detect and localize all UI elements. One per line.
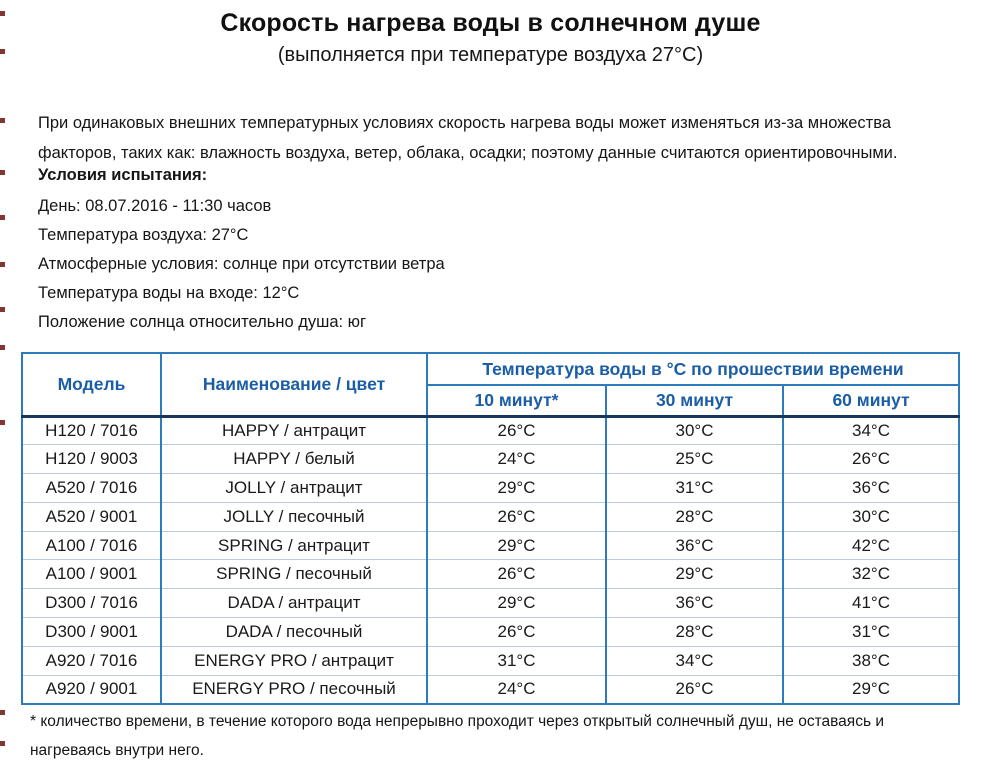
cell-temp-10: 29°С (427, 589, 606, 618)
heating-rate-table (21, 352, 960, 705)
column-header-temperature-group: Температура воды в °С по прошествии времени (427, 353, 959, 385)
cell-model: A920 / 7016 (22, 646, 161, 675)
cell-temp-60: 26°С (783, 445, 959, 474)
table-row (22, 474, 959, 503)
table-row (22, 618, 959, 647)
cell-temp-10: 24°С (427, 445, 606, 474)
cell-temp-60: 41°С (783, 589, 959, 618)
column-header-10min: 10 минут* (427, 385, 606, 416)
cell-model: A100 / 7016 (22, 531, 161, 560)
scan-artifact (0, 262, 5, 267)
cell-temp-10: 24°С (427, 675, 606, 704)
cell-model: A520 / 7016 (22, 474, 161, 503)
intro-paragraph: При одинаковых внешних температурных условиях скорость нагрева воды может изменяться из-за множества факторов, таких как: влажность воздуха, ветер, облака, осадки; поэтому данные считаются ориентировочными. (38, 114, 898, 162)
cell-temp-60: 29°С (783, 675, 959, 704)
condition-air-temp: Температура воздуха: 27°С (38, 226, 249, 244)
scan-artifact (0, 307, 5, 312)
cell-temp-10: 29°С (427, 531, 606, 560)
scan-artifact (0, 170, 5, 175)
scan-artifact (0, 215, 5, 220)
condition-day: День: 08.07.2016 - 11:30 часов (38, 197, 272, 215)
cell-temp-60: 31°С (783, 618, 959, 647)
table-row (22, 675, 959, 704)
scan-artifact (0, 11, 5, 16)
cell-name: SPRING / песочный (161, 560, 427, 589)
cell-model: A920 / 9001 (22, 675, 161, 704)
cell-temp-30: 34°С (606, 646, 783, 675)
table-footnote: * количество времени, в течение которого вода непрерывно проходит через открытый солнечный душ, не оставаясь и нагреваясь внутри него. (30, 713, 884, 759)
cell-name: JOLLY / песочный (161, 502, 427, 531)
cell-temp-60: 34°С (783, 416, 959, 445)
cell-model: H120 / 7016 (22, 416, 161, 445)
table-row (22, 502, 959, 531)
cell-name: DADA / антрацит (161, 589, 427, 618)
cell-temp-30: 31°С (606, 474, 783, 503)
scan-artifact (0, 420, 5, 425)
cell-temp-10: 31°С (427, 646, 606, 675)
cell-temp-60: 32°С (783, 560, 959, 589)
cell-temp-60: 36°С (783, 474, 959, 503)
cell-name: DADA / песочный (161, 618, 427, 647)
column-header-30min: 30 минут (606, 385, 783, 416)
cell-temp-60: 38°С (783, 646, 959, 675)
column-header-60min: 60 минут (783, 385, 959, 416)
cell-temp-30: 26°С (606, 675, 783, 704)
cell-temp-10: 29°С (427, 474, 606, 503)
scan-artifact (0, 710, 5, 715)
cell-model: H120 / 9003 (22, 445, 161, 474)
scan-artifact (0, 49, 5, 54)
scan-artifact (0, 741, 5, 746)
cell-temp-30: 29°С (606, 560, 783, 589)
cell-name: HAPPY / белый (161, 445, 427, 474)
conditions-heading: Условия испытания: (38, 166, 208, 184)
cell-temp-10: 26°С (427, 618, 606, 647)
cell-temp-60: 42°С (783, 531, 959, 560)
cell-name: SPRING / антрацит (161, 531, 427, 560)
cell-temp-30: 30°С (606, 416, 783, 445)
condition-inlet-temp: Температура воды на входе: 12°С (38, 284, 300, 302)
column-header-name-color: Наименование / цвет (161, 353, 427, 416)
scan-artifact (0, 118, 5, 123)
cell-name: HAPPY / антрацит (161, 416, 427, 445)
cell-temp-10: 26°С (427, 560, 606, 589)
table-body (22, 416, 959, 704)
table-row (22, 646, 959, 675)
cell-name: JOLLY / антрацит (161, 474, 427, 503)
cell-temp-30: 36°С (606, 531, 783, 560)
cell-temp-10: 26°С (427, 416, 606, 445)
cell-name: ENERGY PRO / антрацит (161, 646, 427, 675)
scan-artifact (0, 345, 5, 350)
cell-model: A520 / 9001 (22, 502, 161, 531)
cell-model: D300 / 7016 (22, 589, 161, 618)
column-header-model: Модель (22, 353, 161, 416)
condition-atmosphere: Атмосферные условия: солнце при отсутствии ветра (38, 255, 445, 273)
table-row (22, 531, 959, 560)
cell-model: A100 / 9001 (22, 560, 161, 589)
table-row (22, 416, 959, 445)
table-row (22, 560, 959, 589)
page-title: Скорость нагрева воды в солнечном душе (220, 9, 761, 37)
table-row (22, 445, 959, 474)
cell-temp-30: 28°С (606, 502, 783, 531)
cell-temp-30: 36°С (606, 589, 783, 618)
table-row (22, 589, 959, 618)
cell-temp-30: 25°С (606, 445, 783, 474)
cell-temp-10: 26°С (427, 502, 606, 531)
cell-temp-30: 28°С (606, 618, 783, 647)
cell-name: ENERGY PRO / песочный (161, 675, 427, 704)
condition-sun-position: Положение солнца относительно душа: юг (38, 313, 367, 331)
page-subtitle: (выполняется при температуре воздуха 27°С) (277, 44, 704, 66)
cell-temp-60: 30°С (783, 502, 959, 531)
cell-model: D300 / 9001 (22, 618, 161, 647)
